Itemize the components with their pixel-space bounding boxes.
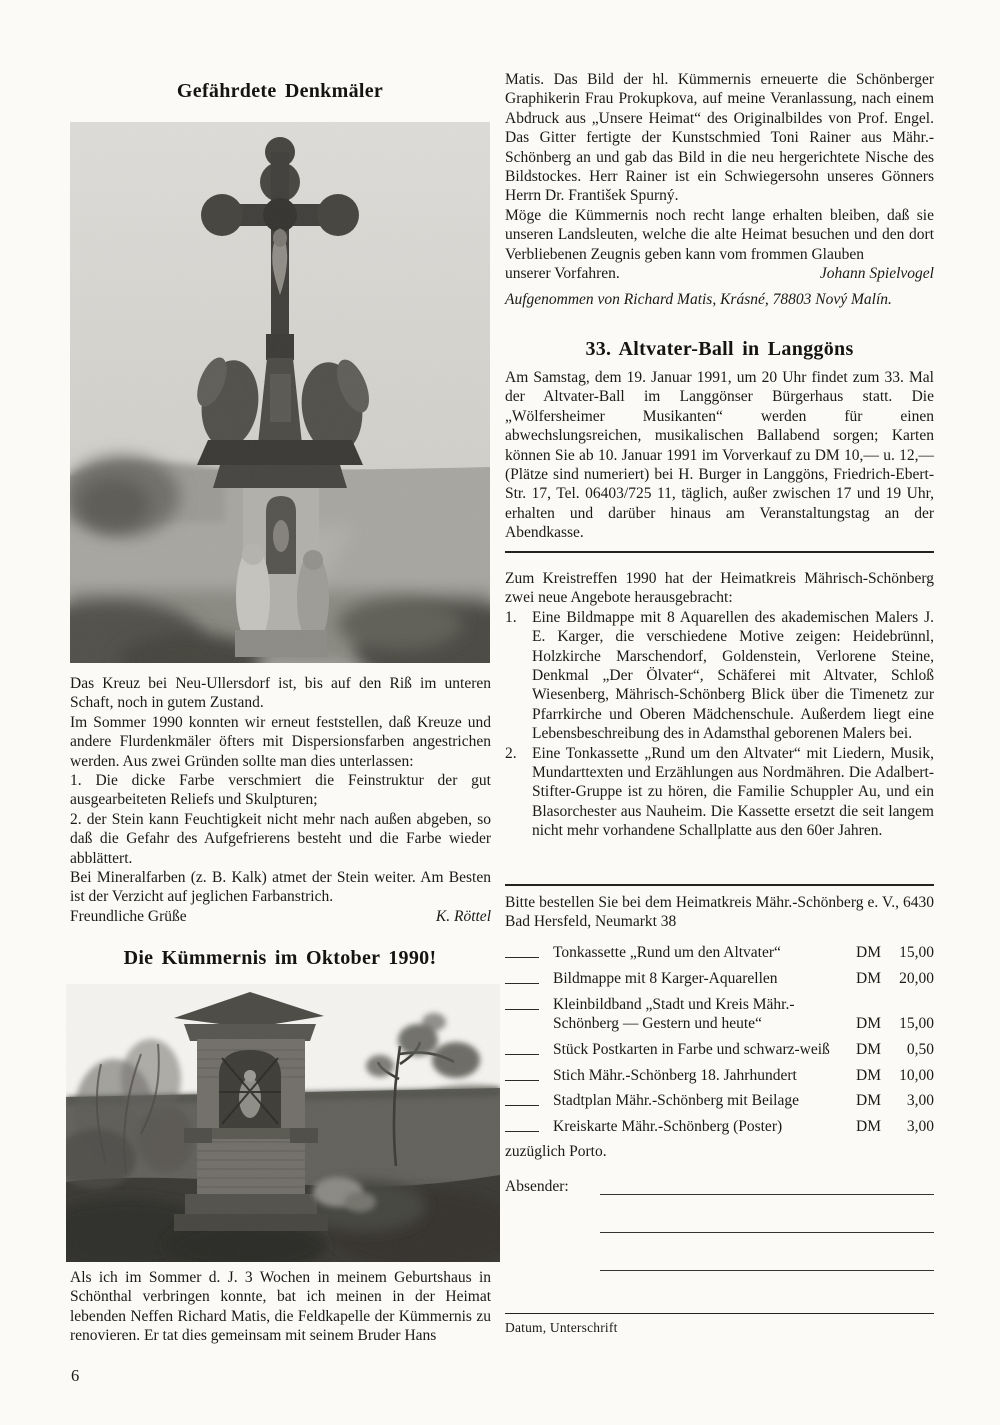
absender-block [505,1178,934,1292]
order-row [505,995,934,1034]
page-number: 6 [71,1366,80,1385]
altvater-ball-text [505,368,934,543]
absender-label: Absender: [505,1178,569,1195]
price-value: 3,00 [906,1092,934,1110]
order-row [505,969,934,988]
paragraph: Im Sommer 1990 konnten wir erneut feststellen, daß Kreuze und andere Flurdenkmäler öfters mit Dispersionsfarben angestrichen werden. Aus zwei Gründen sollte man dies unterlassen: [70,713,491,770]
paragraph: 1. Die dicke Farbe verschmiert die Feinstruktur der gut ausgearbeiteten Reliefs und Skulpturen; [70,772,491,809]
list-item-text: Eine Bildmappe mit 8 Aquarellen des akademischen Malers J. E. Karger, die verschiedene Motive zeigen: Heidebrünnl, Holzkirche Marschendorf, Goldenstein, Verlorene Steine, Denkmal „Der Ölvater“, Schäferei mit Altvater, Schloß Wiesenberg, Mährisch-Schönberg Blick über die Timenetz zur Pfarrkirche und Oberen Mädchenschule. Außerdem liegt eine Lebensbeschreibung des in Adamsthal geborenen Malers bei. [532,608,934,743]
closing-line: Freundliche Grüße [70,907,187,925]
list-item [505,744,934,841]
section-heading-gefaehrdete-denkmaeler: Gefährdete Denkmäler [176,80,384,102]
datum-unterschrift-label: Datum, Unterschrift [505,1320,618,1335]
write-in-line [600,1254,934,1271]
paragraph: Bei Mineralfarben (z. B. Kalk) atmet der Stein weiter. Am Besten ist der Verzicht auf jeglichen Farbanstrich. [70,869,491,906]
order-item-label: Tonkassette „Rund um den Altvater“ [553,944,781,961]
kreistreffen-angebote-text [505,569,934,841]
currency-label: DM [856,1015,881,1032]
list-item-number: 2. [505,744,517,762]
signature-rule [505,1313,934,1314]
order-row [505,1117,934,1136]
paragraph: Als ich im Sommer d. J. 3 Wochen in meinem Geburtshaus in Schönthal verbringen konnte, bat ich meinen in der Heimat lebenden Neffen Richard Matis, die Feldkapelle der Kümmernis zu renovieren. Er tat dies gemeinsam mit seinem Bruder Hans [70,1269,491,1345]
kuemmernis-continuation-text [505,70,934,310]
price-value: 20,00 [899,969,934,987]
paragraph: Matis. Das Bild der hl. Kümmernis erneuerte die Schönberger Graphikerin Frau Prokupkova, auf meine Veranlassung, nach einem Abdruck aus „Unsere Heimat“ des Originalbildes von Prof. Engel. Das Gitter fertigte der Kunstschmied Toni Rainer aus Mähr.-Schönberg an und gab das Bild in die neu hergerichtete Nische des Bildstockes. Herr Rainer ist ein Schwiegersohn unseres Gönners Herrn Dr. František Spurný. [505,71,934,205]
absender-write-in-lines [600,1178,934,1292]
list-item [505,608,934,744]
paragraph: Bitte bestellen Sie bei dem Heimatkreis Mähr.-Schönberg e. V., 6430 Bad Hersfeld, Neumarkt 38 [505,894,934,931]
order-item-label: Kleinbildband „Stadt und Kreis Mähr.-Schönberg — Gestern und heute“ [553,995,795,1032]
order-item-label: Kreiskarte Mähr.-Schönberg (Poster) [553,1118,783,1136]
author-signature: Johann Spielvogel [819,265,934,283]
brick-chapel-photo [66,984,500,1262]
stone-cross-photo [70,122,490,663]
currency-label: DM [856,944,881,961]
paragraph: Möge die Kümmernis noch recht lange erhalten bleiben, daß sie unseren Landsleuten, welche die alte Heimat besuchen und den dort Verbliebenen Zeugnis geben kann vom frommen Glauben [505,206,934,263]
write-in-line [600,1216,934,1233]
currency-label: DM [856,969,881,987]
currency-label: DM [856,1092,881,1110]
order-row [505,1066,934,1085]
price-value: 10,00 [899,1066,934,1084]
write-in-line [600,1178,934,1195]
list-item-number: 1. [505,608,517,626]
section-heading-kuemmernis: Die Kümmernis im Oktober 1990! [123,947,437,969]
quantity-blank-line [505,1080,539,1081]
price-value: 15,00 [899,944,934,961]
price-value: 3,00 [906,1118,934,1136]
paragraph: Am Samstag, dem 19. Januar 1991, um 20 Uhr findet zum 33. Mal der Altvater-Ball im Langgönser Bürgerhaus statt. Die „Wölfersheimer Musikanten“ werden für einen abwechslungsreichen, musikalischen Ballabend sorgen; Karten können Sie ab 10. Januar 1991 im Vorverkauf zu DM 10,— u. 12,— (Plätze sind numeriert) bei H. Burger in Langgöns, Friedrich-Ebert-Str. 17, Tel. 06403/725 11, täglich, außer zwischen 17 und 19 Uhr, erhalten und darüber hinaus am Veranstaltungstag an der Abendkasse. [505,369,934,542]
stone-cross-photo-art [70,122,490,663]
section-divider-rule [505,884,934,886]
order-row [505,1040,934,1059]
order-item-label: Stück Postkarten in Farbe und schwarz-weiß [553,1040,830,1058]
price-value: 0,50 [906,1040,934,1058]
section-heading-altvater-ball: 33. Altvater-Ball in Langgöns [585,338,854,360]
brick-chapel-photo-art [66,984,500,1262]
order-row [505,943,934,962]
order-form [505,943,934,1161]
paragraph: 2. der Stein kann Feuchtigkeit nicht mehr nach außen abgeben, so daß die Gefahr des Aufgefrierens besteht und die Farbe wieder abblättert. [70,810,491,867]
author-signature: K. Röttel [435,907,491,925]
order-row [505,1091,934,1110]
quantity-blank-line [505,1131,539,1132]
quantity-blank-line [505,983,539,984]
quantity-blank-line [505,1009,539,1010]
quantity-blank-line [505,957,539,958]
paragraph: Zum Kreistreffen 1990 hat der Heimatkreis Mährisch-Schönberg zwei neue Angebote herausgebracht: [505,570,934,607]
order-item-label: Stadtplan Mähr.-Schönberg mit Beilage [553,1092,799,1110]
kuemmernis-article-text [70,1268,491,1346]
order-intro-text [505,893,934,932]
list-item-text: Eine Tonkassette „Rund um den Altvater“ mit Liedern, Musik, Mundarttexten und Erzählungen aus Nordmähren. Die Adalbert-Stifter-Gruppe ist zu hören, die Familie Schuppler Au, und ein Blasorchester aus Nauheim. Die Kassette ersetzt die seit langem nicht mehr vorhandene Schallplatte aus den 60er Jahren. [532,744,934,840]
currency-label: DM [856,1040,881,1058]
order-item-label: Bildmappe mit 8 Karger-Aquarellen [553,969,778,987]
photo-credit-line: Aufgenommen von Richard Matis, Krásné, 78803 Nový Malín. [505,291,892,309]
section-divider-rule [505,551,934,553]
quantity-blank-line [505,1054,539,1055]
currency-label: DM [856,1118,881,1136]
closing-line: unserer Vorfahren. [505,265,620,283]
porto-note: zuzüglich Porto. [505,1142,607,1160]
order-item-label: Stich Mähr.-Schönberg 18. Jahrhundert [553,1066,797,1084]
price-value: 15,00 [899,1015,934,1032]
currency-label: DM [856,1066,881,1084]
paragraph: Das Kreuz bei Neu-Ullersdorf ist, bis auf den Riß im unteren Schaft, noch in gutem Zustand. [70,675,491,712]
kreuz-article-text [70,674,491,926]
quantity-blank-line [505,1105,539,1106]
